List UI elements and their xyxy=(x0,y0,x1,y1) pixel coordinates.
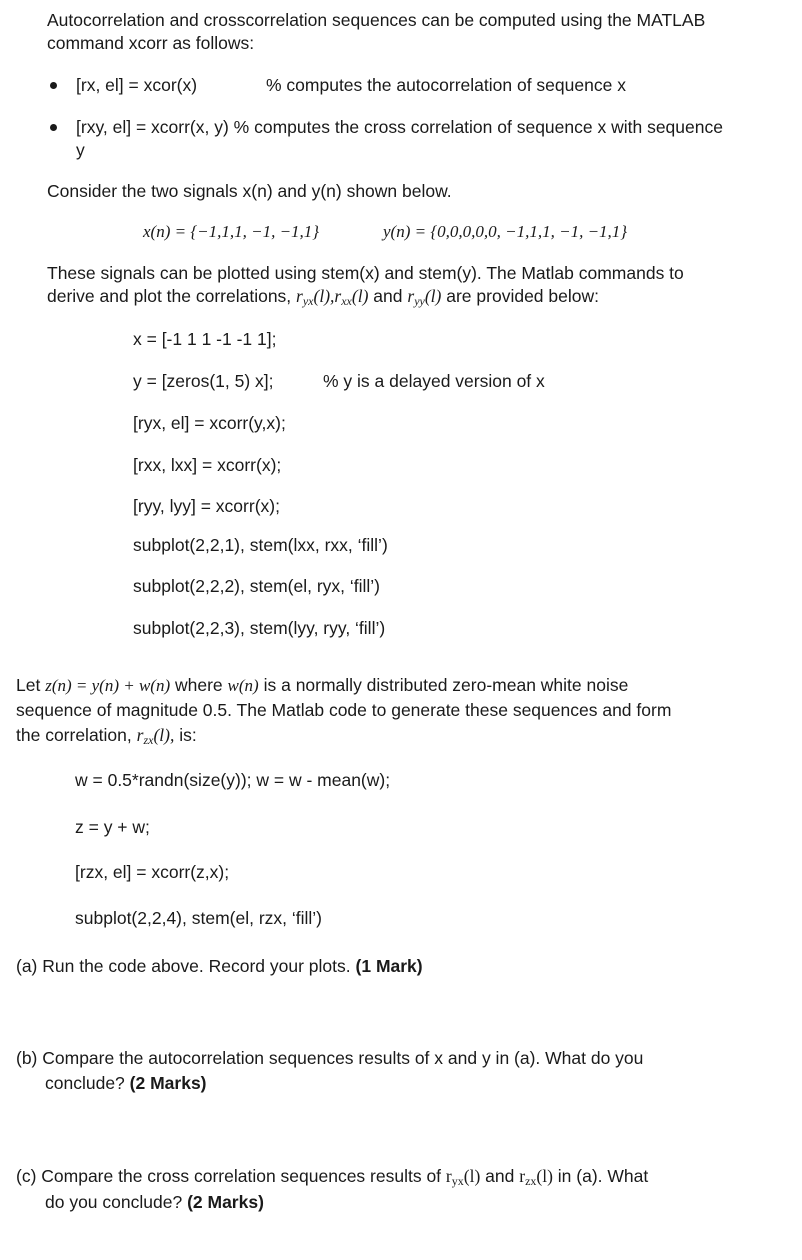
bullet-2-code: [rxy, el] = xcorr(x, y) % computes the cross correlation of sequence x with sequence xyxy=(76,117,723,137)
question-c-line-2: do you conclude? (2 Marks) xyxy=(45,1192,264,1212)
x-definition: x(n) = {−1,1,1, −1, −1,1} xyxy=(143,222,320,241)
code-line: subplot(2,2,2), stem(el, ryx, ‘fill’) xyxy=(133,576,381,596)
noise-line-1: Let z(n) = y(n) + w(n) where w(n) is a normally distributed zero-mean white noise xyxy=(16,675,629,695)
bullet-icon xyxy=(50,124,57,131)
code-line: [rxx, lxx] = xcorr(x); xyxy=(133,455,282,475)
bullet-icon xyxy=(50,82,57,89)
code-line: subplot(2,2,1), stem(lxx, rxx, ‘fill’) xyxy=(133,535,388,555)
code-line: z = y + w; xyxy=(75,817,150,837)
y-definition: y(n) = {0,0,0,0,0, −1,1,1, −1, −1,1} xyxy=(383,222,628,241)
noise-line-3: the correlation, rzx(l), is: xyxy=(16,725,197,747)
question-c-line-1: (c) Compare the cross correlation sequences results of $r_{yx}(l)$ and $r_{zx}(l)$ in (a). What xyxy=(16,1166,649,1188)
bullet-1-code: [rx, el] = xcor(x) xyxy=(76,75,198,95)
plot-text-line-1: These signals can be plotted using stem(x) and stem(y). The Matlab commands to xyxy=(47,263,684,283)
code-line: w = 0.5*randn(size(y)); w = w - mean(w); xyxy=(75,770,391,790)
signals-intro: Consider the two signals x(n) and y(n) shown below. xyxy=(47,181,452,201)
noise-line-2: sequence of magnitude 0.5. The Matlab code to generate these sequences and form xyxy=(16,700,672,720)
code-line: x = [-1 1 1 -1 -1 1]; xyxy=(133,329,277,349)
code-line: [ryy, lyy] = xcorr(x); xyxy=(133,496,280,516)
intro-line-1: Autocorrelation and crosscorrelation sequences can be computed using the MATLAB xyxy=(47,10,706,30)
bullet-2-continuation: y xyxy=(76,140,85,160)
code-line: subplot(2,2,3), stem(lyy, ryy, ‘fill’) xyxy=(133,618,386,638)
intro-line-2: command xcorr as follows: xyxy=(47,33,255,53)
question-a: (a) Run the code above. Record your plots. (1 Mark) xyxy=(16,956,423,976)
code-line: subplot(2,2,4), stem(el, rzx, ‘fill’) xyxy=(75,908,323,928)
bullet-1-comment: % computes the autocorrelation of sequence x xyxy=(266,75,626,95)
code-comment: % y is a delayed version of x xyxy=(323,371,545,391)
code-line: y = [zeros(1, 5) x]; xyxy=(133,371,274,391)
code-line: [rzx, el] = xcorr(z,x); xyxy=(75,862,230,882)
question-b-line-2: conclude? (2 Marks) xyxy=(45,1073,207,1093)
plot-text-line-2: derive and plot the correlations, ryx(l),rxx(l) and ryy(l) are provided below: xyxy=(47,286,599,308)
code-line: [ryx, el] = xcorr(y,x); xyxy=(133,413,286,433)
question-b-line-1: (b) Compare the autocorrelation sequences results of x and y in (a). What do you xyxy=(16,1048,644,1068)
